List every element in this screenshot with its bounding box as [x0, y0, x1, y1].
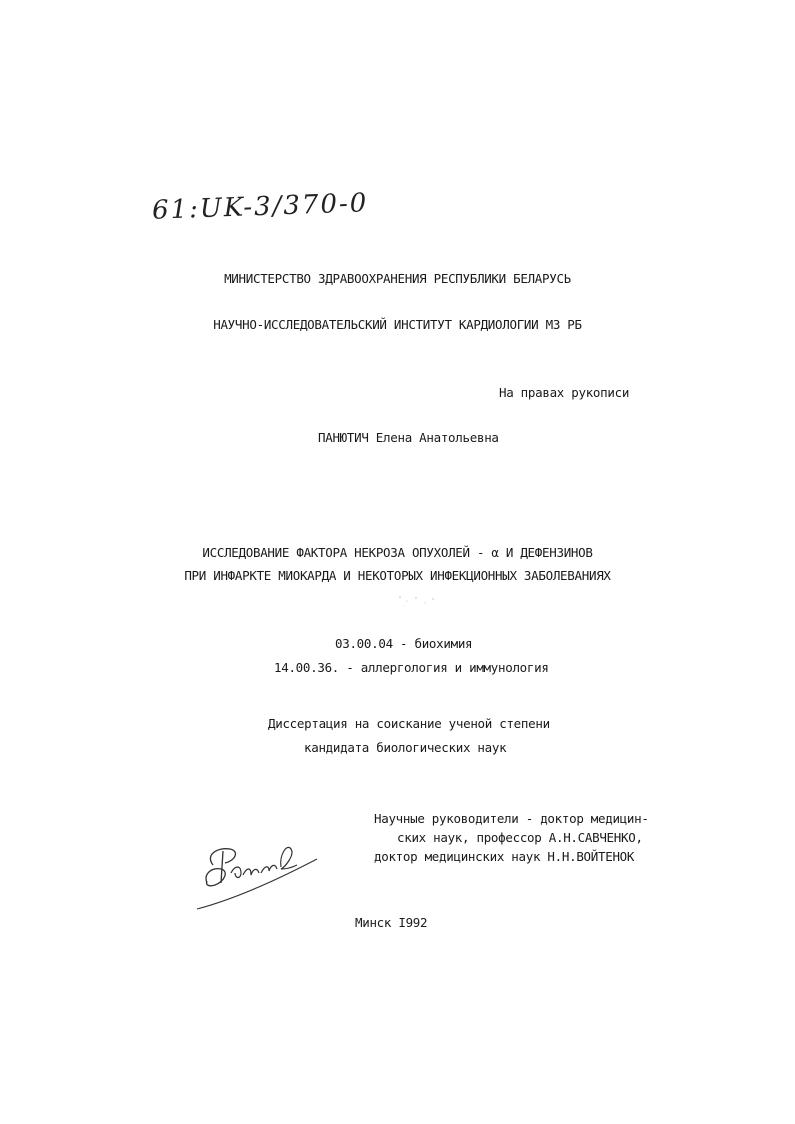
degree-line-1: Диссертация на соискание ученой степени [268, 716, 550, 731]
supervisors-line-3: доктор медицинских наук Н.Н.ВОЙТЕНОК [374, 849, 635, 864]
degree-line-2: кандидата биологических наук [304, 740, 507, 755]
paper-smudge [392, 592, 452, 610]
specialty-code-1: 03.00.04 - биохимия [335, 636, 473, 651]
archive-number: 61:UK-3/370-0 [151, 188, 369, 226]
ministry-heading: МИНИСТЕРСТВО ЗДРАВООХРАНЕНИЯ РЕСПУБЛИКИ БЕЛАРУСЬ [224, 271, 571, 286]
dissertation-title-line-1: ИССЛЕДОВАНИЕ ФАКТОРА НЕКРОЗА ОПУХОЛЕЙ - α И ДЕФЕНЗИНОВ [202, 545, 593, 560]
supervisors-line-1: Научные руководители - доктор медицин- [374, 811, 649, 826]
dissertation-title-line-2: ПРИ ИНФАРКТЕ МИОКАРДА И НЕКОТОРЫХ ИНФЕКЦИОННЫХ ЗАБОЛЕВАНИЯХ [184, 568, 611, 583]
manuscript-rights-label: На правах рукописи [499, 385, 630, 400]
handwritten-signature [195, 825, 325, 915]
author-name: ПАНЮТИЧ Елена Анатольевна [318, 430, 499, 445]
city-and-year: Минск I992 [355, 915, 428, 930]
supervisors-line-2: ских наук, профессор А.Н.САВЧЕНКО, [397, 830, 643, 845]
institute-heading: НАУЧНО-ИССЛЕДОВАТЕЛЬСКИЙ ИНСТИТУТ КАРДИОЛОГИИ МЗ РБ [213, 317, 582, 332]
specialty-code-2: 14.00.36. - аллергология и иммунология [274, 660, 549, 675]
